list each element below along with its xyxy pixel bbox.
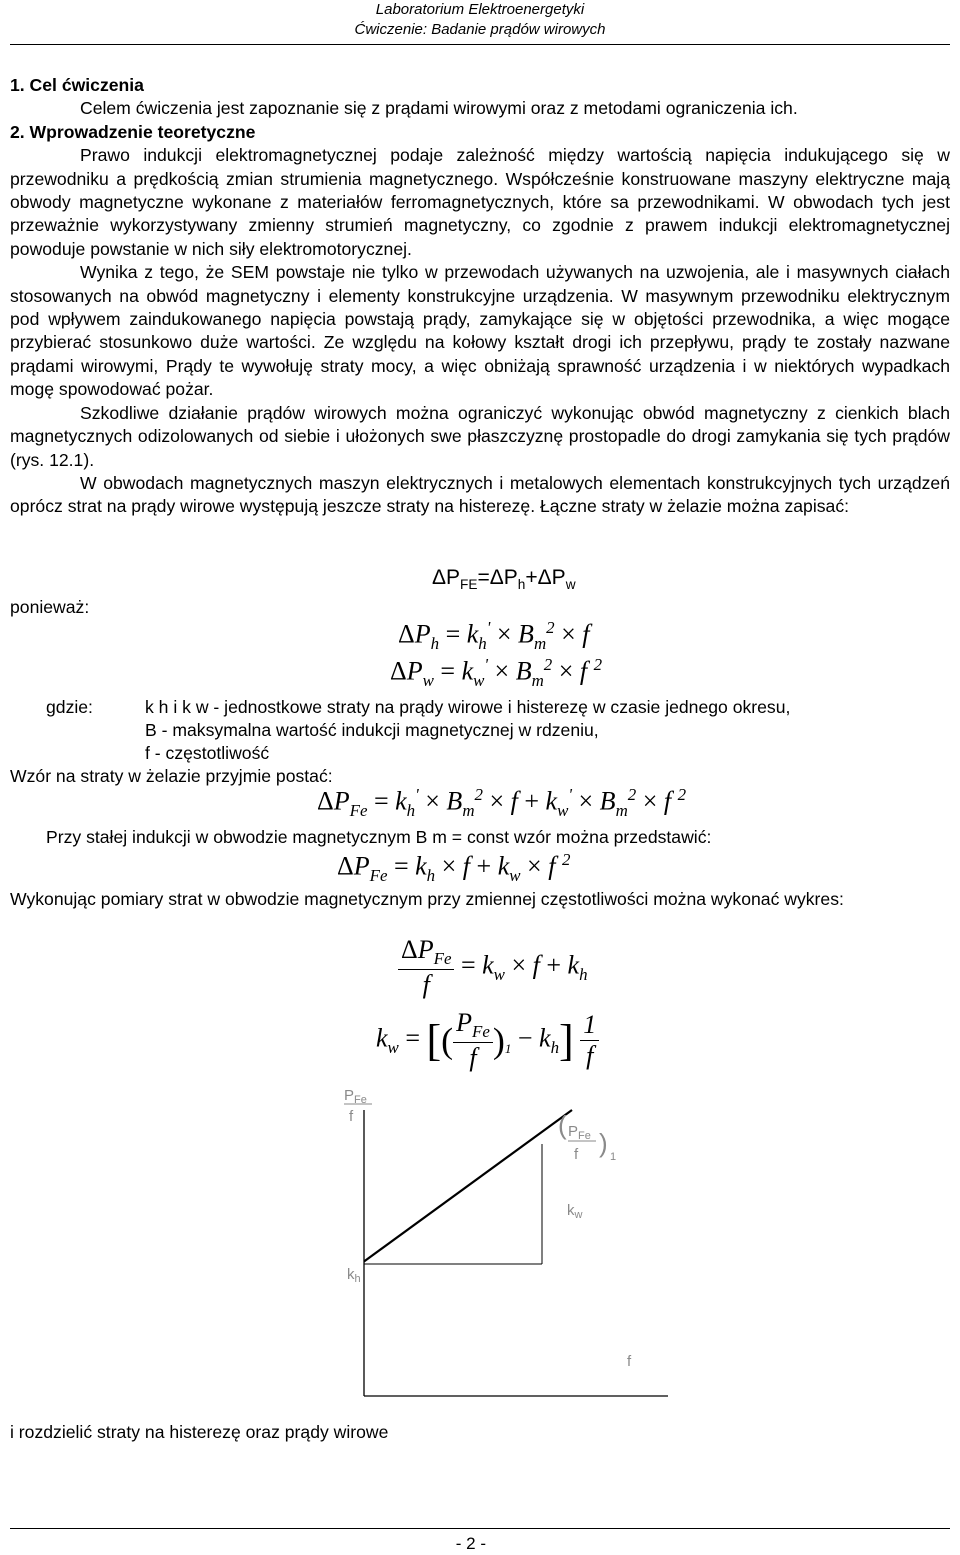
annot-p: $P_{Fe}$ [568,1123,591,1142]
footer-divider [10,1528,950,1529]
y-label-p: $P_{Fe}$ [344,1087,367,1106]
label-rozdzielic: i rozdzielić straty na histerezę oraz prądy wirowe [10,1422,389,1442]
annot-paren-left: ( [558,1110,567,1140]
section1-heading: 1. Cel ćwiczenia [10,75,144,95]
equation-eddy: $\Delta P_w = k_w' \times B_m^2 \times f$ $^2$ [390,655,603,690]
label-gdzie: gdzie: [46,697,93,717]
label-przy: Przy stałej indukcji w obwodzie magnetycznym B m = const wzór można przedstawić: [46,827,712,847]
paragraph-3: Szkodliwe działanie prądów wirowych można ograniczyć wykonując obwód magnetyczny z cienkich blach magnetycznych odizolowanych od siebie i ułożonych swe płaszczyznę prostopadle do drogi zamykania się tych prądów (rys. 12.1). [10,402,950,470]
x-label-f: f [627,1353,632,1370]
definition-k: k h i k w - jednostkowe straty na prądy wirowe i histerezę w czasie jednego okresu, [145,697,791,717]
label-poniewaz: ponieważ: [10,597,90,617]
equation-constant-induction: $\Delta P_{Fe} = k_h \times f + k_w \times f$ $^2$ [337,850,571,885]
annot-kw: $k_w$ [567,1202,583,1221]
section2-heading: 2. Wprowadzenie teoretyczne [10,121,256,142]
label-wykonujac: Wykonując pomiary strat w obwodzie magnetycznym przy zmiennej częstotliwości można wykonać wykres: [10,889,844,909]
series-line [364,1110,572,1262]
paragraph-2: Wynika z tego, że SEM powstaje nie tylko w przewodach używanych na uzwojenia, ale i masywnych ciałach stosowanych na obwód magnetyczny i elementy konstrukcyjne urządzenia. W masywnym przewodniku elektrycznym pod wpływem zaindukowanego napięcia powstają prądy, zamykające się w objętości przewodnika, a więc mogące przybierać stosunkowo duże wartości. Ze względu na kołowy kształt drogi ich przepływu, prądy te zostały nazwane prądami wirowymi, Prądy te wywołuję straty mocy, a więc obniżają sprawność urządzenia i w niektórych wypadkach mogę spowodować pożar. [10,262,950,400]
equation-losses-per-frequency: $\frac{\Delta P_{Fe}}{f}$ = $k_w \times f + k_h$ [398,935,588,1000]
header-exercise-title: Ćwiczenie: Badanie prądów wirowych [354,21,606,38]
paragraph-4: W obwodach magnetycznych maszyn elektrycznych i metalowych elementach konstrukcyjnych tych urządzeń oprócz strat na prądy wirowe występują jeszcze straty na histerezę. Łączne straty w żelazie można zapisać: [10,472,950,517]
equation-hysteresis: $\Delta P_h = k_h' \times B_m^2 \times f$ [398,618,590,653]
paragraph-1: Prawo indukcji elektromagnetycznej podaje zależność między wartością napięcia indukującego się w przewodniku a prędkością zmian strumienia magnetycznego. Współcześnie konstruowane maszyny elektryczne mają obwody magnetyczne wykonane z materiałów ferromagnetycznych, które sa przewodnikami. W obwodach tych jest przeważnie wykorzystywany zmienny strumień magnetyczny, co zgodnie z prawem indukcji elektromagnetycznej powoduje powstanie w nich siły elektromotorycznej. [10,145,950,259]
label-wzor: Wzór na straty w żelazie przyjmie postać: [10,766,333,786]
section1-text: Celem ćwiczenia jest zapoznanie się z prądami wirowymi oraz z metodami ograniczenia ich. [80,98,798,119]
equation-iron-losses: $\Delta P_{Fe} = k_h' \times B_m^2 \times f + k_w' \times B_m^2 \times f$ $^2$ [317,785,687,820]
definition-b: B - maksymalna wartość indukcji magnetycznej w rdzeniu, [145,720,599,740]
page-number: - 2 - [455,1534,486,1553]
definition-f: f - częstotliwość [145,743,270,763]
annot-paren-right: ) [599,1128,608,1158]
annot-sub-1: 1 [610,1151,617,1163]
chart-labels [344,1087,632,1370]
header-lab-title: Laboratorium Elektroenergetyki [375,1,585,18]
y-label-f: f [349,1108,354,1125]
annot-kh: $k_h$ [347,1266,361,1285]
equation-total-losses: $\Delta P_{FE}=\Delta P_h+\Delta P_w$ [432,566,576,593]
equation-kw: $k_w$ = [( $\frac{P_{Fe}}{f}$ )$_1 - k_h$] $\frac{1}{f}$ [376,1008,599,1073]
annot-f: f [574,1146,579,1163]
